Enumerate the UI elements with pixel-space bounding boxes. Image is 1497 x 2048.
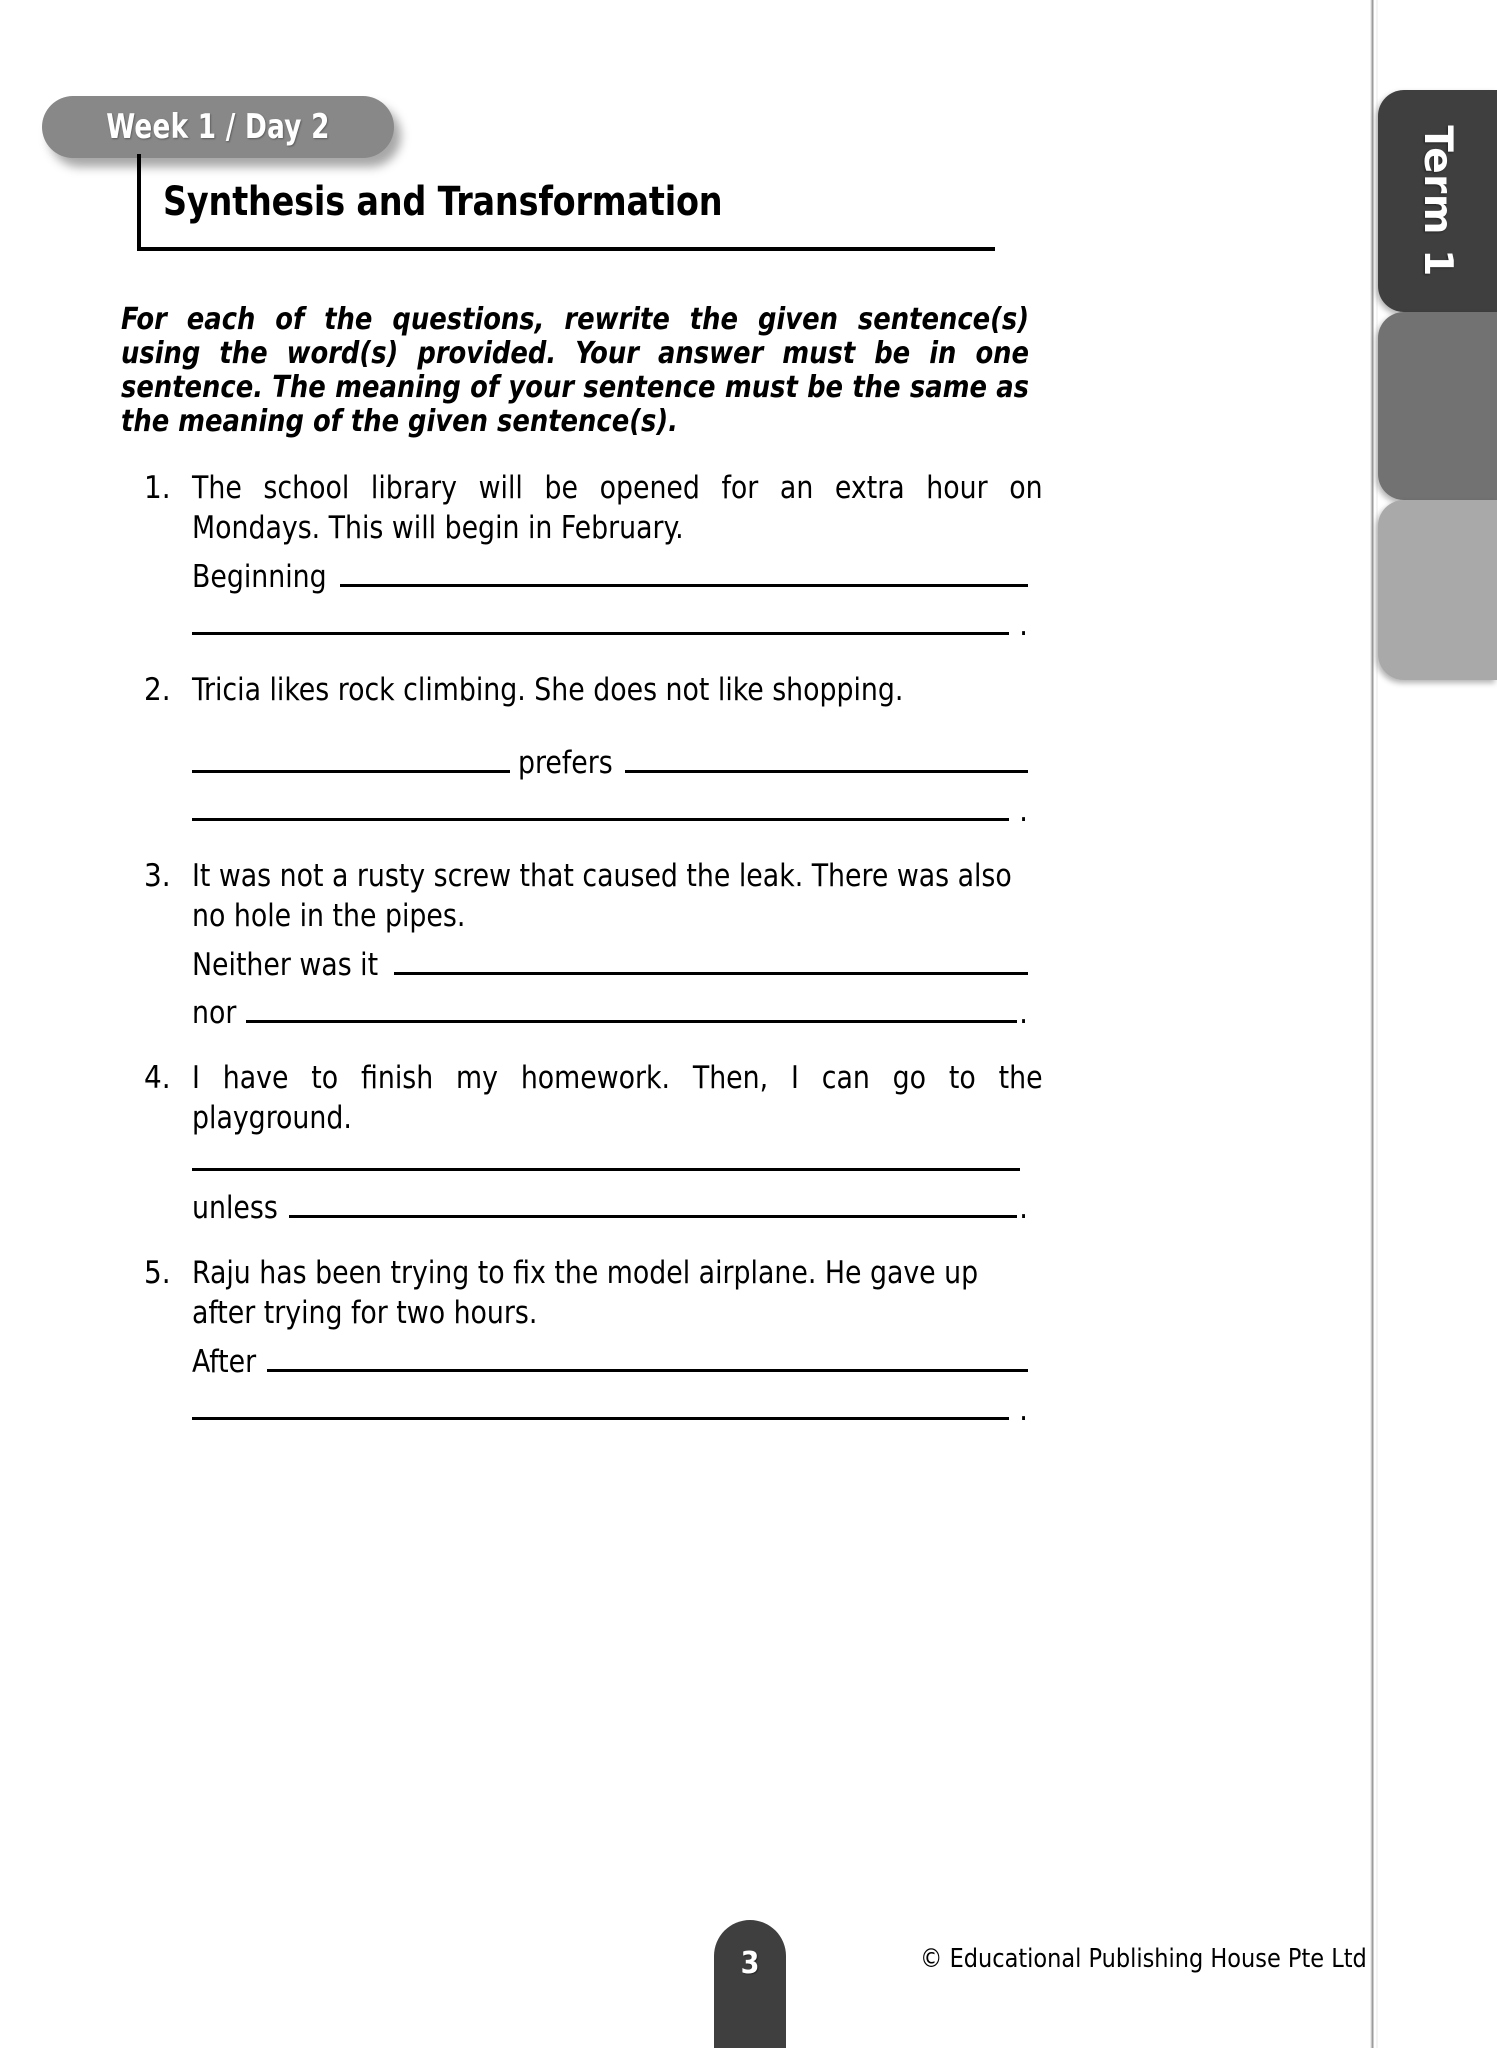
answer-line-2b[interactable] (192, 792, 1028, 830)
blank-rule[interactable] (246, 1020, 1017, 1023)
blank-rule[interactable] (394, 972, 1028, 975)
question-number-4: 4. (144, 1060, 171, 1096)
cue-word-3b: nor (192, 995, 237, 1031)
question-item-5 (140, 1253, 1040, 1429)
question-item-2 (140, 670, 1040, 830)
answer-line-1a[interactable] (192, 558, 1028, 596)
answer-line-5a[interactable] (192, 1343, 1028, 1381)
week-day-badge (42, 96, 394, 158)
question-text-2: Tricia likes rock climbing. She does not like shopping. (192, 672, 904, 708)
question-item-3 (140, 856, 1040, 1032)
page-number-badge (714, 1920, 786, 2048)
blank-rule[interactable] (192, 1168, 1020, 1171)
side-tab-term-3[interactable] (1378, 500, 1497, 680)
blank-rule[interactable] (192, 632, 1009, 635)
questions-list (140, 468, 1043, 1429)
question-item-1 (140, 468, 1043, 644)
answer-line-3b[interactable] (192, 994, 1028, 1032)
question-number-1: 1. (144, 470, 171, 506)
cue-word-3a: Neither was it (192, 947, 379, 983)
question-text-5: Raju has been trying to fix the model airplane. He gave up after trying for two hours. (192, 1255, 979, 1331)
blank-rule[interactable] (625, 770, 1028, 773)
question-number-3: 3. (144, 858, 171, 894)
page-edge-divider (1370, 0, 1374, 2048)
page-number: 3 (740, 1946, 760, 1981)
question-number-2: 2. (144, 672, 171, 708)
blank-rule[interactable] (267, 1369, 1028, 1372)
side-tab-term-1-label: Term 1 (1415, 125, 1460, 277)
instructions-paragraph: For each of the questions, rewrite the given sentence(s) using the word(s) provided. Your answer must be in one sentence. The meaning of your sentence must be the same as the meaning of the given sentence(s). (121, 302, 1030, 439)
line-end-period-2: . (1019, 793, 1028, 829)
line-end-period-4: . (1019, 1190, 1028, 1226)
question-number-5: 5. (144, 1255, 171, 1291)
answer-line-4a[interactable] (192, 1168, 1028, 1179)
line-end-period-3: . (1019, 995, 1028, 1031)
title-horizontal-rule (137, 247, 995, 251)
answer-line-1b[interactable] (192, 606, 1028, 644)
page-title: Synthesis and Transformation (163, 179, 723, 225)
answer-line-2a[interactable] (192, 744, 1028, 782)
blank-rule[interactable] (192, 770, 510, 773)
question-text-3: It was not a rusty screw that caused the leak. There was also no hole in the pipes. (192, 858, 1012, 934)
line-end-period-1: . (1019, 607, 1028, 643)
line-end-period-5: . (1019, 1392, 1028, 1428)
blank-rule[interactable] (192, 818, 1009, 821)
question-text-1: The school library will be opened for an extra hour on Mondays. This will begin in February. (192, 470, 1043, 546)
blank-rule[interactable] (340, 584, 1028, 587)
answer-line-5b[interactable] (192, 1391, 1028, 1429)
question-item-4 (140, 1058, 1043, 1227)
question-text-4: I have to finish my homework. Then, I can go to the playground. (192, 1060, 1043, 1136)
week-day-label: Week 1 / Day 2 (106, 107, 330, 147)
blank-rule[interactable] (192, 1417, 1009, 1420)
answer-line-3a[interactable] (192, 946, 1028, 984)
answer-line-4b[interactable] (192, 1189, 1028, 1227)
cue-word-2: prefers (518, 745, 613, 781)
cue-word-5: After (192, 1344, 257, 1380)
cue-word-1: Beginning (192, 559, 327, 595)
blank-rule[interactable] (289, 1215, 1017, 1218)
side-tab-term-2[interactable] (1378, 312, 1497, 500)
copyright-notice: © Educational Publishing House Pte Ltd (920, 1944, 1367, 1974)
cue-word-4: unless (192, 1190, 278, 1226)
side-tab-term-1[interactable] (1378, 90, 1497, 312)
title-vertical-rule (137, 154, 141, 251)
